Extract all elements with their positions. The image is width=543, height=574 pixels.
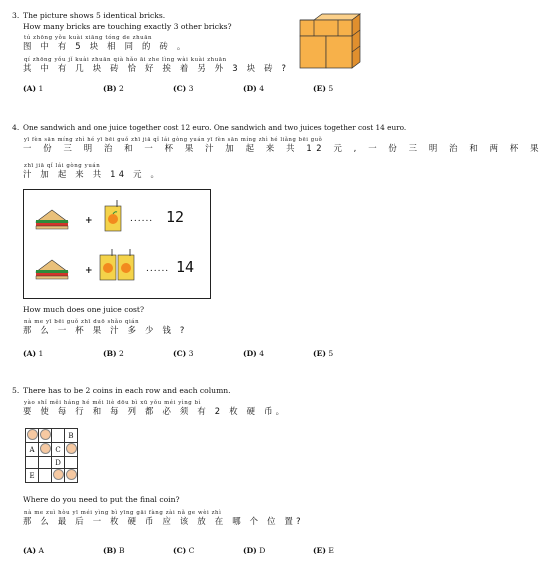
q5-hanzi2: 那 么 最 后 一 枚 硬 币 应 该 放 在 哪 个 位 置?: [23, 516, 304, 526]
grid-cell: [39, 429, 52, 443]
q5-option-c[interactable]: (C) C: [173, 546, 195, 555]
grid-row: [26, 429, 78, 443]
grid-cell: E: [26, 469, 39, 483]
q5-option-e[interactable]: (E) E: [313, 546, 334, 555]
q3-line2: How many bricks are touching exactly 3 other bricks?: [23, 22, 232, 31]
grid-cell: [65, 469, 78, 483]
q4-pinyin3: nà me yī bēi guǒ zhī duō shǎo qián: [24, 319, 140, 325]
q4-option-c[interactable]: (C) 3: [173, 349, 194, 358]
grid-row: [26, 457, 78, 469]
q4-hanzi1: 一 份 三 明 治 和 一 杯 果 汁 加 起 来 共 12 元 , 一 份 三 明 治 和 两 杯 果: [23, 143, 543, 153]
grid-cell: C: [52, 443, 65, 457]
q3-hanzi2: 其 中 有 几 块 砖 恰 好 挨 着 另 外 3 块 砖 ?: [23, 63, 290, 73]
q4-hanzi3: 那 么 一 杯 果 汁 多 少 钱 ?: [23, 325, 188, 335]
grid-cell: B: [65, 429, 78, 443]
grid-cell: [65, 457, 78, 469]
sandwich-icon: [34, 208, 70, 230]
grid-cell: D: [52, 457, 65, 469]
two-juice-boxes-icon: [98, 248, 138, 282]
q4-option-b[interactable]: (B) 2: [103, 349, 124, 358]
grid-cell: [26, 429, 39, 443]
q3-number: 3.: [12, 11, 20, 20]
coin-icon: [27, 429, 38, 440]
q4-option-d[interactable]: (D) 4: [243, 349, 265, 358]
q3-option-b[interactable]: (B) 2: [103, 84, 124, 93]
dots-2: ......: [146, 264, 170, 274]
grid-row: [26, 469, 78, 483]
q3-option-d[interactable]: (D) 4: [243, 84, 265, 93]
q5-option-a[interactable]: (A) A: [23, 546, 44, 555]
price-12: 12: [166, 208, 185, 226]
q4-pinyin2: zhī jiā qǐ lái gòng yuán: [24, 163, 101, 169]
grid-cell: [39, 457, 52, 469]
grid-cell: [52, 469, 65, 483]
q3-hanzi1: 图 中 有 5 块 相 同 的 砖 。: [23, 41, 189, 51]
q5-pinyin1: yào shǐ měi háng hé měi liè dōu bì xū yǒu méi yìng bì: [24, 400, 202, 406]
q5-question: Where do you need to put the final coin?: [23, 495, 180, 504]
coin-icon: [40, 443, 51, 454]
q3-pinyin2: qí zhōng yǒu jǐ kuài zhuān qià hǎo āi zhe lìng wài kuài zhuān: [24, 57, 227, 63]
coin-icon: [66, 443, 77, 454]
q5-line1: There has to be 2 coins in each row and each column.: [23, 386, 231, 395]
grid-cell: A: [26, 443, 39, 457]
coin-icon: [66, 469, 77, 480]
q3-option-c[interactable]: (C) 3: [173, 84, 194, 93]
grid-cell: [39, 469, 52, 483]
q3-option-e[interactable]: (E) 5: [313, 84, 334, 93]
q4-number: 4.: [12, 123, 20, 132]
q3-line1: The picture shows 5 identical bricks.: [23, 11, 166, 20]
q4-line1: One sandwich and one juice together cost 12 euro. One sandwich and two juices together cost 14 euro.: [23, 123, 407, 132]
coin-icon: [53, 469, 64, 480]
grid-cell: [52, 429, 65, 443]
bricks-figure: [296, 12, 366, 74]
q4-hanzi2: 汁 加 起 来 共 14 元 。: [23, 169, 163, 179]
dots-1: ......: [130, 214, 154, 224]
q5-number: 5.: [12, 386, 20, 395]
juice-box-icon: [102, 200, 124, 232]
q5-option-b[interactable]: (B) B: [103, 546, 125, 555]
q4-option-e[interactable]: (E) 5: [313, 349, 334, 358]
grid-row: [26, 443, 78, 457]
q4-pinyin1: yī fèn sān míng zhì hé yī bēi guǒ zhī jiā qǐ lái gòng yuán yī fèn sān míng zhì hé liǎng bēi guǒ: [24, 137, 323, 143]
grid-cell: [26, 457, 39, 469]
menu-figure: [23, 189, 211, 299]
coin-icon: [40, 429, 51, 440]
coin-grid: [25, 428, 78, 483]
plus-sign-1: +: [85, 216, 93, 226]
q4-option-a[interactable]: (A) 1: [23, 349, 44, 358]
q3-pinyin1: tú zhōng yǒu kuài xiāng tóng de zhuān: [24, 35, 153, 41]
q5-hanzi1: 要 使 每 行 和 每 列 都 必 须 有 2 枚 硬 币。: [23, 406, 288, 416]
q5-pinyin2: nà me zuì hòu yī méi yìng bì yīng gāi fàng zài nǎ ge wèi zhì: [24, 510, 222, 516]
q3-option-a[interactable]: (A) 1: [23, 84, 44, 93]
plus-sign-2: +: [85, 266, 93, 276]
grid-cell: [65, 443, 78, 457]
sandwich-icon: [34, 258, 70, 280]
q5-option-d[interactable]: (D) D: [243, 546, 266, 555]
price-14: 14: [176, 258, 195, 276]
grid-cell: [39, 443, 52, 457]
q4-question: How much does one juice cost?: [23, 305, 145, 314]
